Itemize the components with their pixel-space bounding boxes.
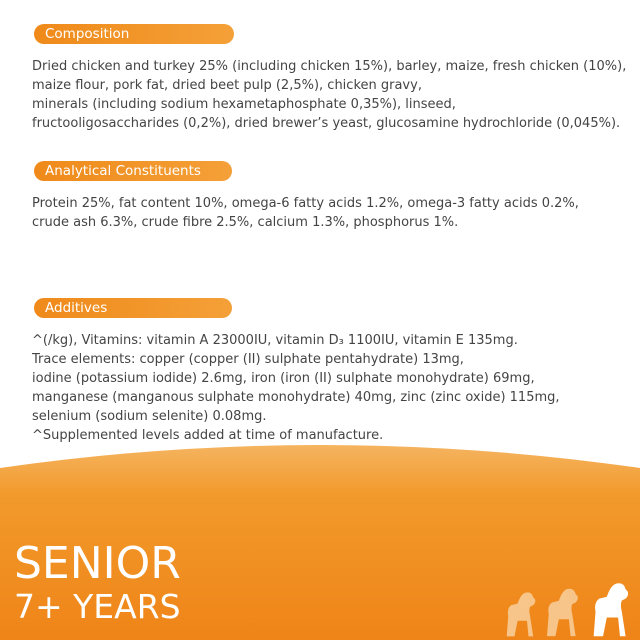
composition-text [32, 57, 632, 133]
additives-line: ^Supplemented levels added at time of manufacture. [32, 428, 384, 443]
age-subtitle: 7+ YEARS [14, 587, 181, 626]
additives-line: Trace elements: copper (copper (II) sulphate pentahydrate) 13mg, [32, 352, 464, 367]
composition-heading: Composition [34, 24, 234, 44]
analytical-line: crude ash 6.3%, crude fibre 2.5%, calcium 1.3%, phosphorus 1%. [32, 215, 459, 230]
additives-line: ^(/kg), Vitamins: vitamin A 23000IU, vitamin D₃ 1100IU, vitamin E 135mg. [32, 333, 518, 348]
analytical-line: Protein 25%, fat content 10%, omega-6 fatty acids 1.2%, omega-3 fatty acids 0.2%, [32, 196, 579, 211]
senior-title: SENIOR [14, 538, 181, 589]
composition-line: maize flour, pork fat, dried beet pulp (2,5%), chicken gravy, [32, 78, 422, 93]
composition-line: minerals (including sodium hexametaphosphate 0,35%), linseed, [32, 97, 456, 112]
dog-icons-group [496, 574, 640, 640]
dog-silhouette-icon [507, 592, 536, 636]
dog-silhouette-icon [594, 583, 628, 636]
dog-silhouette-icon [547, 589, 578, 636]
additives-heading: Additives [34, 298, 232, 318]
additives-text [32, 331, 632, 445]
additives-line: iodine (potassium iodide) 2.6mg, iron (iron (II) sulphate monohydrate) 69mg, [32, 371, 535, 386]
composition-line: fructooligosaccharides (0,2%), dried brewer’s yeast, glucosamine hydrochloride (0,045%). [32, 116, 621, 131]
composition-line: Dried chicken and turkey 25% (including chicken 15%), barley, maize, fresh chicken (10%), [32, 59, 627, 74]
additives-line: manganese (manganous sulphate monohydrate) 40mg, zinc (zinc oxide) 115mg, [32, 390, 560, 405]
analytical-constituents-heading: Analytical Constituents [34, 161, 232, 181]
analytical-constituents-text [32, 194, 632, 232]
additives-line: selenium (sodium selenite) 0.08mg. [32, 409, 267, 424]
